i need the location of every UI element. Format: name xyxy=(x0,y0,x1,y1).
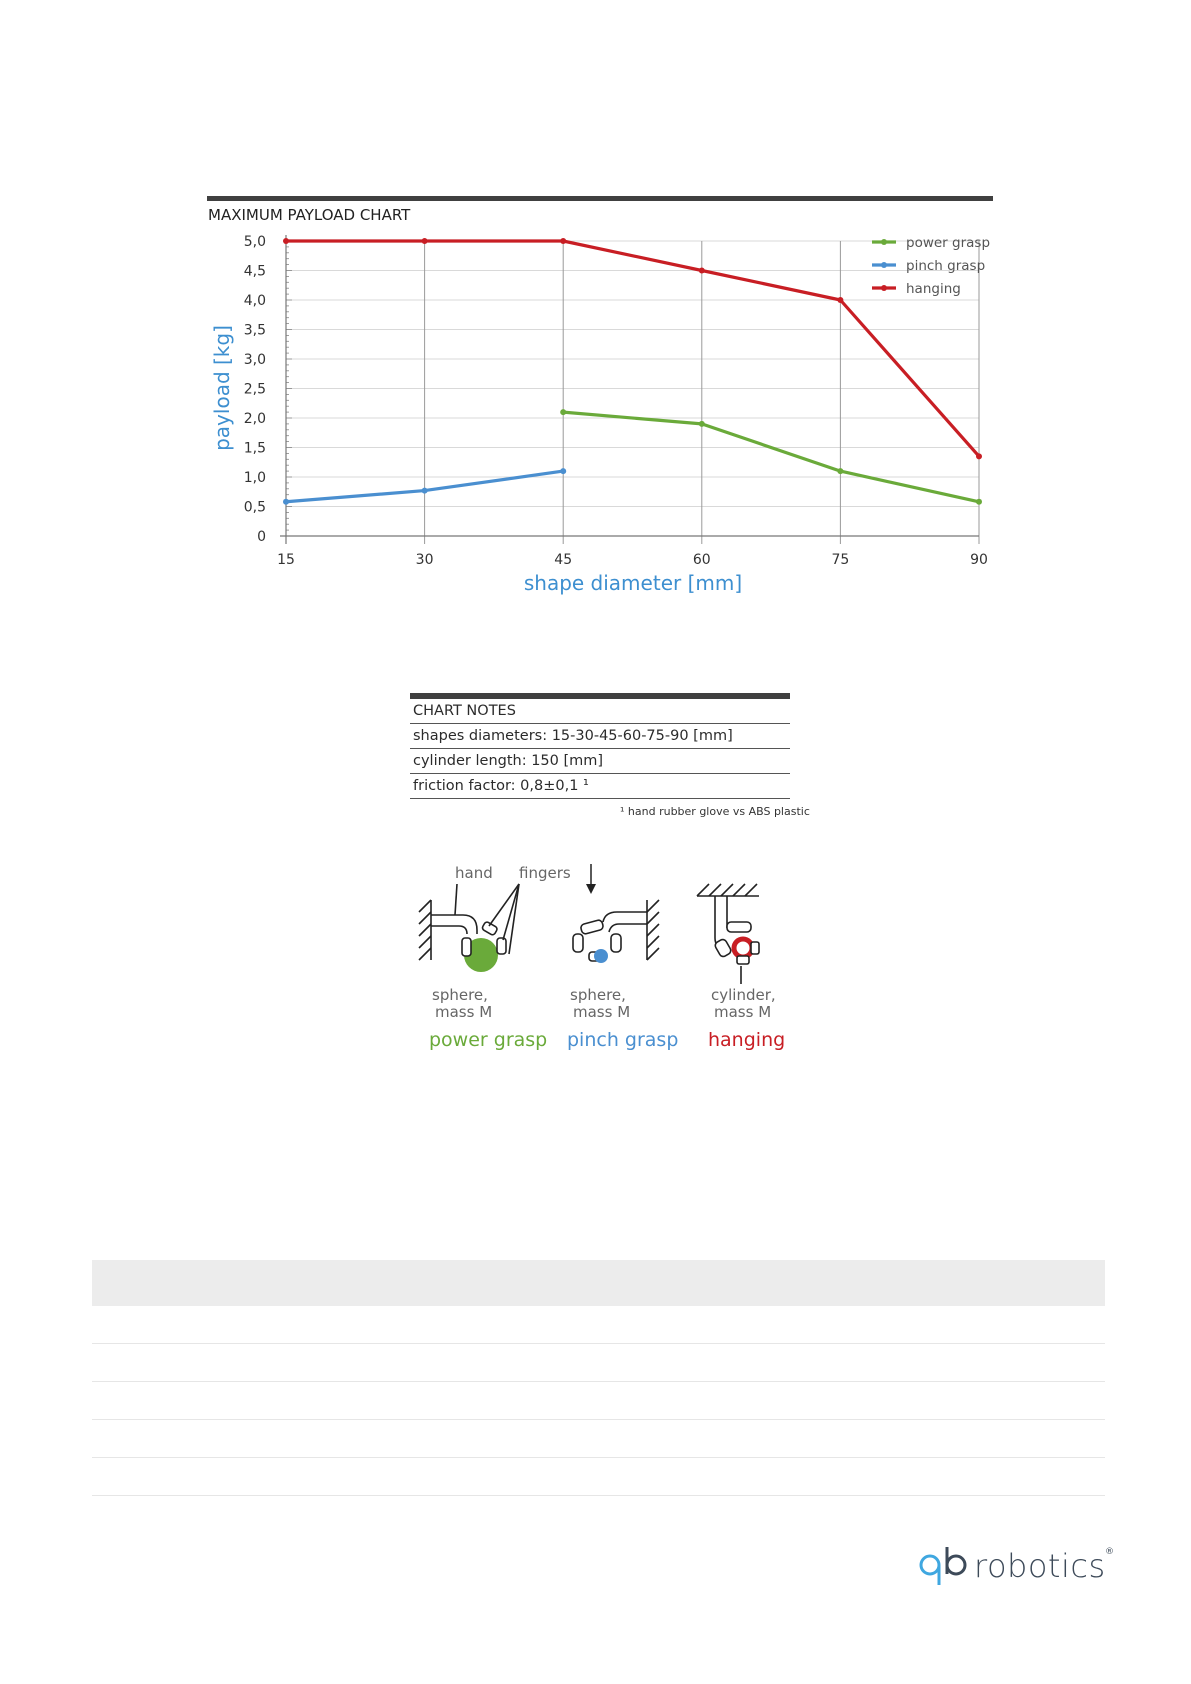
data-point xyxy=(560,409,566,415)
x-tick-label: 15 xyxy=(277,552,295,568)
notes-row: cylinder length: 150 [mm] xyxy=(410,749,790,774)
spec-table xyxy=(92,1260,1105,1496)
spec-table-row xyxy=(92,1344,1105,1382)
data-point xyxy=(837,297,843,303)
data-point xyxy=(422,488,428,494)
grasp-diagram xyxy=(405,860,805,1060)
x-axis-label: shape diameter [mm] xyxy=(523,571,743,595)
x-tick-label: 45 xyxy=(554,552,573,568)
data-point xyxy=(560,468,566,474)
x-tick-label: 30 xyxy=(415,552,434,568)
payload-chart xyxy=(0,0,1191,640)
data-point xyxy=(837,468,843,474)
notes-title: CHART NOTES xyxy=(410,699,790,724)
y-axis-label: payload [kg] xyxy=(210,325,234,451)
legend-label: pinch grasp xyxy=(906,258,986,274)
data-point xyxy=(699,268,705,274)
data-point xyxy=(699,421,705,427)
chart-title: MAXIMUM PAYLOAD CHART xyxy=(208,206,411,224)
qb-logo-mark xyxy=(918,1545,972,1595)
legend-marker xyxy=(881,262,887,268)
data-point xyxy=(283,499,289,505)
chart-axes xyxy=(243,234,991,568)
chart-series xyxy=(283,238,982,505)
legend-marker xyxy=(881,285,887,291)
hanging-icon xyxy=(697,884,759,984)
y-tick-label: 0 xyxy=(257,529,266,545)
notes-row: friction factor: 0,8±0,1 ¹ xyxy=(410,774,790,799)
notes-row: shapes diameters: 15-30-45-60-75-90 [mm] xyxy=(410,724,790,749)
brand-reg: ® xyxy=(1105,1547,1114,1557)
x-tick-label: 75 xyxy=(831,552,850,568)
spec-table-header xyxy=(92,1260,1105,1306)
y-tick-label: 3,5 xyxy=(243,322,266,339)
y-tick-label: 2,0 xyxy=(243,411,266,427)
data-point xyxy=(283,238,289,244)
down-arrow-icon xyxy=(586,864,596,894)
hang-object-line1: cylinder, xyxy=(711,986,776,1004)
power-grasp-label: power grasp xyxy=(429,1029,548,1051)
qb-robotics-logo xyxy=(918,1545,1118,1595)
y-tick-label: 1,5 xyxy=(243,440,266,457)
chart-notes xyxy=(410,693,810,818)
chart-top-bar xyxy=(207,196,993,201)
series-line-power-grasp xyxy=(563,412,979,502)
fingers-label: fingers xyxy=(519,864,571,882)
y-tick-label: 2,5 xyxy=(243,381,266,398)
power-grasp-icon xyxy=(419,884,519,972)
x-tick-label: 90 xyxy=(970,552,988,568)
y-tick-label: 1,0 xyxy=(243,470,266,486)
hand-label: hand xyxy=(455,864,493,882)
chart-legend xyxy=(872,235,990,297)
notes-footnote: ¹ hand rubber glove vs ABS plastic xyxy=(620,805,810,818)
y-tick-label: 5,0 xyxy=(243,234,266,250)
data-point xyxy=(560,238,566,244)
spec-table-row xyxy=(92,1420,1105,1458)
data-point xyxy=(976,499,982,505)
y-tick-label: 4,5 xyxy=(243,263,266,280)
legend-label: hanging xyxy=(906,281,961,297)
hanging-label: hanging xyxy=(708,1029,786,1051)
spec-table-row xyxy=(92,1382,1105,1420)
series-line-hanging xyxy=(286,241,979,456)
y-tick-label: 3,0 xyxy=(243,352,266,368)
data-point xyxy=(976,453,982,459)
hang-object-line2: mass M xyxy=(714,1003,772,1021)
y-tick-label: 0,5 xyxy=(243,499,266,516)
pinch-object-line2: mass M xyxy=(573,1003,631,1021)
y-tick-label: 4,0 xyxy=(243,293,266,309)
pinch-grasp-icon xyxy=(573,900,659,963)
spec-table-row xyxy=(92,1306,1105,1344)
x-tick-label: 60 xyxy=(692,552,711,568)
spec-table-row xyxy=(92,1458,1105,1496)
brand-word: robotics xyxy=(974,1547,1106,1585)
pinch-object-line1: sphere, xyxy=(570,986,626,1004)
data-point xyxy=(422,238,428,244)
legend-marker xyxy=(881,239,887,245)
power-object-line2: mass M xyxy=(435,1003,493,1021)
power-object-line1: sphere, xyxy=(432,986,488,1004)
legend-label: power grasp xyxy=(906,235,991,251)
pinch-grasp-label: pinch grasp xyxy=(567,1029,679,1051)
